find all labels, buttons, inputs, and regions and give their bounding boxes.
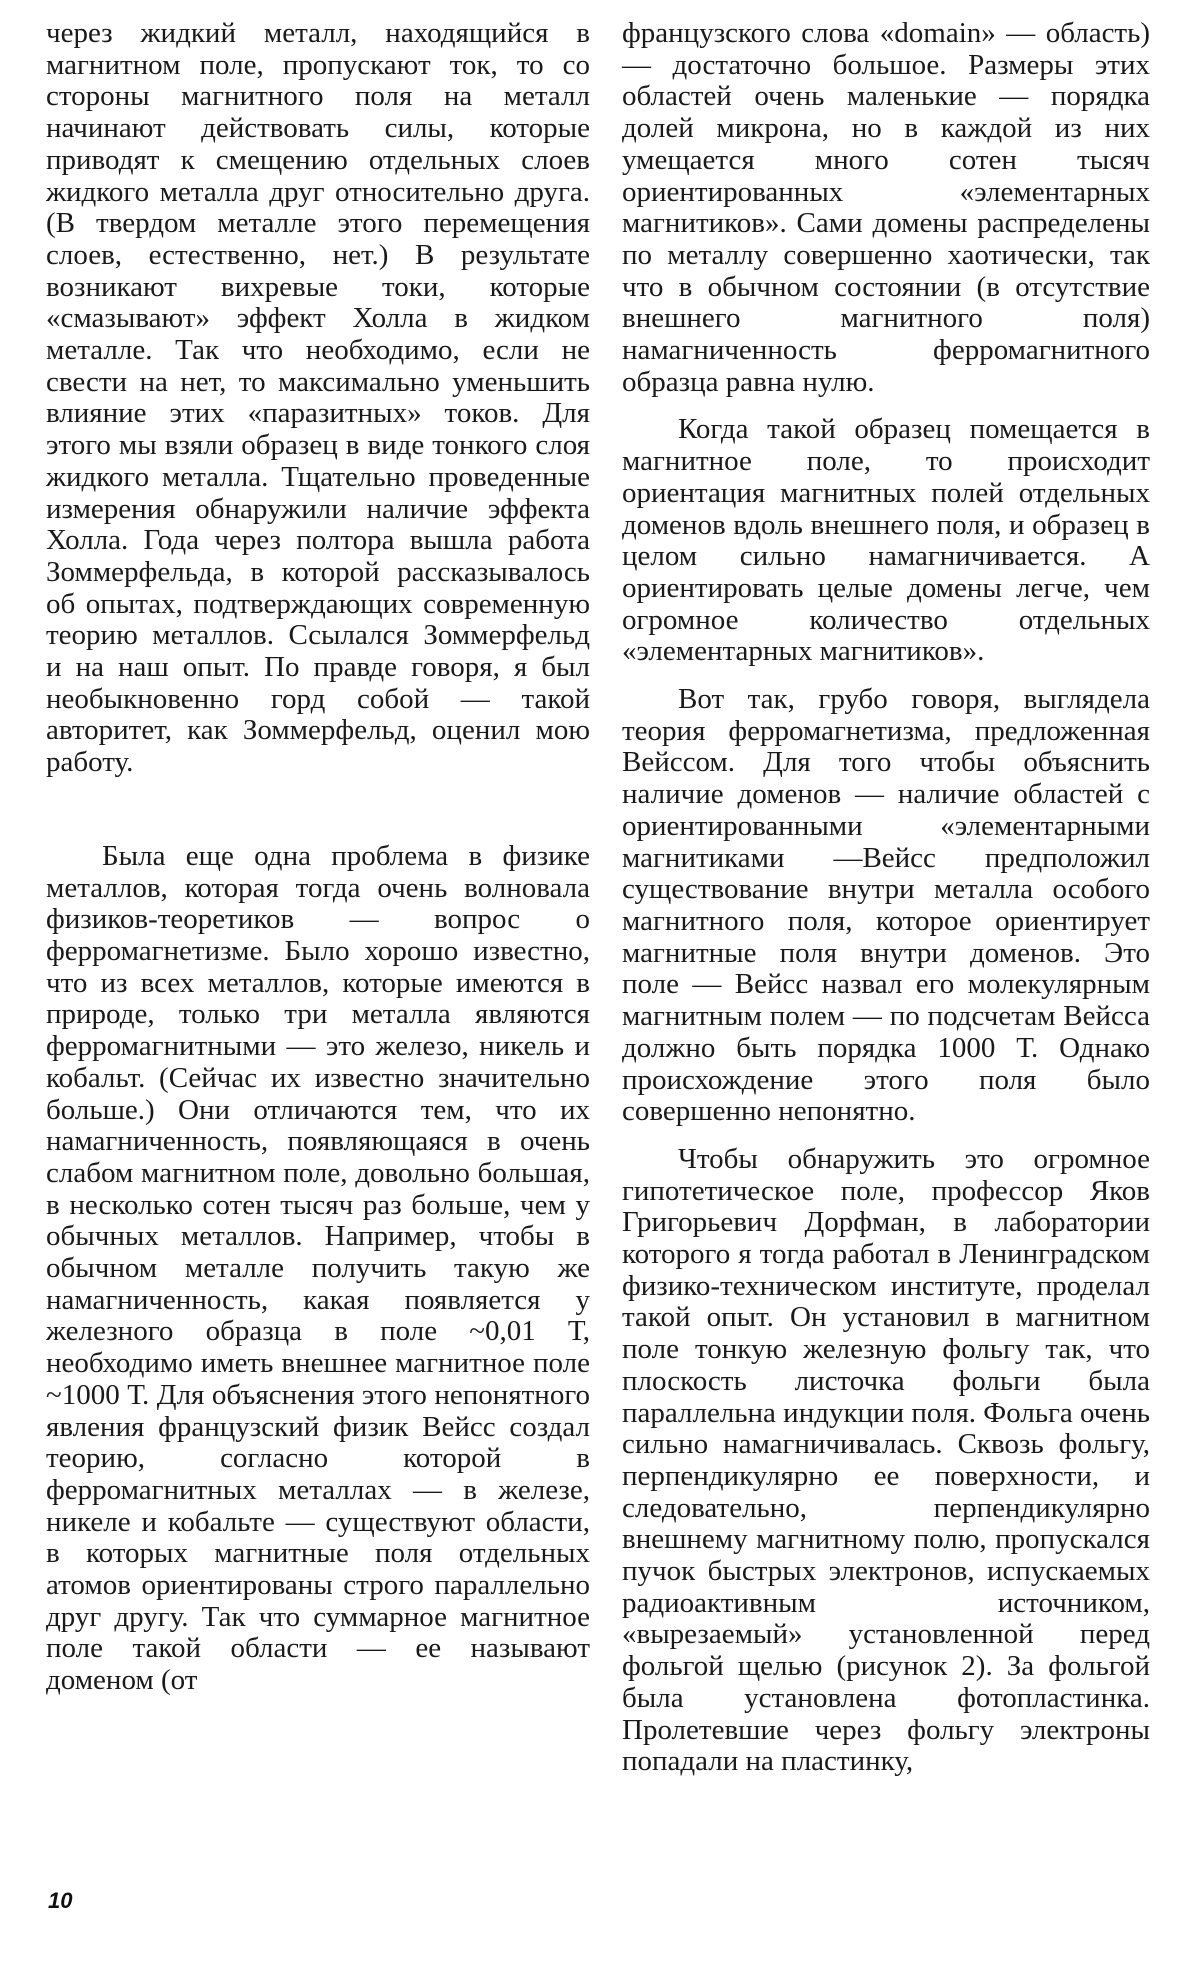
section-break (46, 779, 590, 841)
right-paragraph-1: французского слова «domain» — область) — достаточно большое. Размеры этих областей очень маленькие — порядка долей микрона, но в каждой из них умещается много сотен тысяч ориентированных «элементарных магнитиков». Сами домены распределены по металлу совершенно хаотически, так что в обычном состоянии (в отсутствие внешнего магнитного поля) намагниченность ферромагнитного образца равна нулю. (622, 17, 1150, 398)
left-column (46, 18, 590, 1697)
right-paragraph-2: Когда такой образец помещается в магнитное поле, то происходит ориентация магнитных полей отдельных доменов вдоль внешнего поля, и образец в целом сильно намагничивается. А ориентировать целые домены легче, чем огромное количество отдельных «элементарных магнитиков». (622, 413, 1150, 668)
right-paragraph-4: Чтобы обнаружить это огромное гипотетическое поле, профессор Яков Григорьевич Дорфман, в лаборатории которого я тогда работал в Ленинградском физико-техническом институте, проделал такой опыт. Он установил в магнитном поле тонкую железную фольгу так, что плоскость листочка фольги была параллельна индукции поля. Фольга очень сильно намагничивалась. Сквозь фольгу, перпендикулярно ее поверхности, и следовательно, перпендикулярно внешнему магнитному полю, пропускался пучок быстрых электронов, испускаемых радиоактивным источником, «вырезаемый» установленной перед фольгой щелью (рисунок 2). За фольгой была установлена фотопластинка. Пролетевшие через фольгу электроны попадали на пластинку, (622, 1142, 1151, 1778)
page-number: 10 (48, 1888, 73, 1913)
left-paragraph-2: Была еще одна проблема в физике металлов, которая тогда очень волновала физиков-теоретиков — вопрос о ферромагнетизме. Было хорошо известно, что из всех металлов, которые имеются в природе, только три металла являются ферромагнитными — это железо, никель и кобальт. (Сейчас их известно значительно больше.) Они отличаются тем, что их намагниченность, появляющаяся в очень слабом магнитном поле, довольно большая, в несколько сотен тысяч раз больше, чем у обычных металлов. Например, чтобы в обычном металле получить такую же намагниченность, какая появляется у железного образца в поле ~0,01 Т, необходимо иметь внешнее магнитное поле ~1000 Т. Для объяснения этого непонятного явления французский физик Вейсс создал теорию, согласно которой в ферромагнитных металлах — в железе, никеле и кобальте — существуют области, в которых магнитные поля отдельных атомов ориентированы строго параллельно друг другу. Так что суммарное магнитное поле такой области — ее называют доменом (от (46, 839, 590, 1697)
right-paragraph-3: Вот так, грубо говоря, выглядела теория ферромагнетизма, предложенная Вейссом. Для того чтобы объяснить наличие доменов — наличие областей с ориентированными «элементарными магнитиками —Вейсс предположил существование внутри металла особого магнитного поля, которое ориентирует магнитные поля внутри доменов. Это поле — Вейсс назвал его молекулярным магнитным полем — по подсчетам Вейсса должно быть порядка 1000 Т. Однако происхождение этого поля было совершенно непонятно. (622, 683, 1150, 1128)
right-column (622, 18, 1150, 1778)
left-paragraph-1: через жидкий металл, находящийся в магнитном поле, пропускают ток, то со стороны магнитного поля на металл начинают действовать силы, которые приводят к смещению отдельных слоев жидкого металла друг относительно друга. (В твердом металле этого перемещения слоев, естественно, нет.) В результате возникают вихревые токи, которые «смазывают» эффект Холла в жидком металле. Так что необходимо, если не свести на нет, то максимально уменьшить влияние этих «паразитных» токов. Для этого мы взяли образец в виде тонкого слоя жидкого металла. Тщательно проведенные измерения обнаружили наличие эффекта Холла. Года через полтора вышла работа Зоммерфельда, в которой рассказывалось об опытах, подтверждающих современную теорию металлов. Ссылался Зоммерфельд и на наш опыт. По правде говоря, я был необыкновенно горд собой — такой авторитет, как Зоммерфельд, оценил мою работу. (46, 17, 590, 779)
